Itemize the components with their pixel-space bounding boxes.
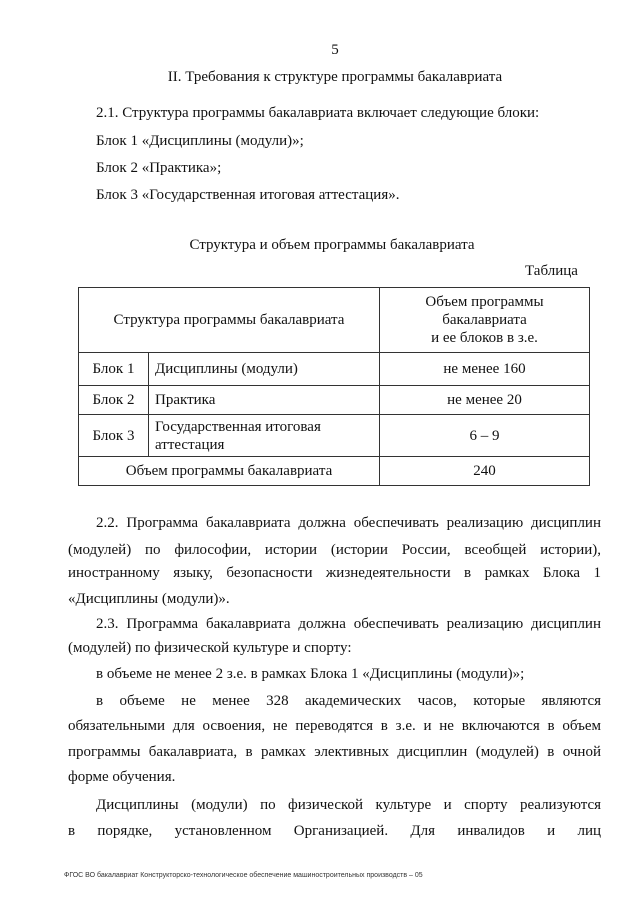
- table-row: [79, 353, 590, 386]
- paragraph-2-2-line: 2.2. Программа бакалавриата должна обеспечивать реализацию дисциплин: [96, 515, 601, 531]
- block-2-item: Блок 2 «Практика»;: [96, 160, 222, 176]
- block-1-item: Блок 1 «Дисциплины (модули)»;: [96, 133, 304, 149]
- structure-lead: 2.1. Структура программы бакалавриата включает следующие блоки:: [96, 105, 540, 121]
- volume-cell: 6 – 9: [380, 415, 590, 457]
- section-title: II. Требования к структуре программы бакалавриата: [167, 69, 503, 85]
- volume-328-line: форме обучения.: [68, 769, 176, 785]
- volume-cell: не менее 20: [380, 386, 590, 415]
- table-header-row: [79, 288, 590, 353]
- table-label: Таблица: [525, 263, 578, 279]
- volume-328-line: программы бакалавриата, в рамках элективных дисциплин (модулей) в очной: [68, 744, 601, 760]
- volume-2-ze-item: в объеме не менее 2 з.е. в рамках Блока 1 «Дисциплины (модули)»;: [96, 666, 525, 682]
- footer-note: ФГОС ВО бакалавриат Конструкторско-технологическое обеспечение машиностроительных производств – 05: [64, 872, 423, 879]
- volume-328-line: обязательными для освоения, не переводятся в з.е. и не включаются в объем: [68, 718, 601, 734]
- block-3-item: Блок 3 «Государственная итоговая аттестация».: [96, 187, 400, 203]
- header-volume-line: Объем программы: [425, 294, 544, 310]
- block-cell: Блок 1: [79, 353, 149, 386]
- block-name-cell: Дисциплины (модули): [149, 353, 380, 386]
- block-name-line: аттестация: [155, 436, 225, 453]
- disciplines-line: Дисциплины (модули) по физической культуре и спорту реализуются: [96, 797, 601, 813]
- paragraph-2-2-line: (модулей) по философии, истории (истории России, всеобщей истории),: [68, 542, 601, 558]
- program-structure-table: [78, 287, 590, 486]
- header-volume-line: бакалавриата: [442, 312, 527, 328]
- paragraph-2-2-line: «Дисциплины (модули)».: [68, 591, 230, 607]
- paragraph-2-2-line: иностранному языку, безопасности жизнедеятельности в рамках Блока 1: [68, 565, 601, 581]
- total-volume-cell: 240: [380, 457, 590, 486]
- table-total-row: [79, 457, 590, 486]
- paragraph-2-3-line: 2.3. Программа бакалавриата должна обеспечивать реализацию дисциплин: [96, 616, 601, 632]
- table-row: [79, 415, 590, 457]
- volume-328-line: в объеме не менее 328 академических часов, которые являются: [96, 693, 601, 709]
- header-volume: [380, 288, 590, 353]
- block-name-cell: [149, 415, 380, 457]
- page-number: 5: [331, 42, 339, 58]
- paragraph-2-3-line: (модулей) по физической культуре и спорту:: [68, 640, 352, 656]
- header-volume-line: и ее блоков в з.е.: [431, 330, 538, 346]
- block-name-cell: Практика: [149, 386, 380, 415]
- table-caption: Структура и объем программы бакалавриата: [189, 237, 475, 253]
- disciplines-line: в порядке, установленном Организацией. Для инвалидов и лиц: [68, 823, 601, 839]
- header-structure: Структура программы бакалавриата: [79, 288, 380, 353]
- block-cell: Блок 2: [79, 386, 149, 415]
- table-row: [79, 386, 590, 415]
- total-label-cell: Объем программы бакалавриата: [79, 457, 380, 486]
- block-name-line: Государственная итоговая: [155, 418, 321, 435]
- volume-cell: не менее 160: [380, 353, 590, 386]
- block-cell: Блок 3: [79, 415, 149, 457]
